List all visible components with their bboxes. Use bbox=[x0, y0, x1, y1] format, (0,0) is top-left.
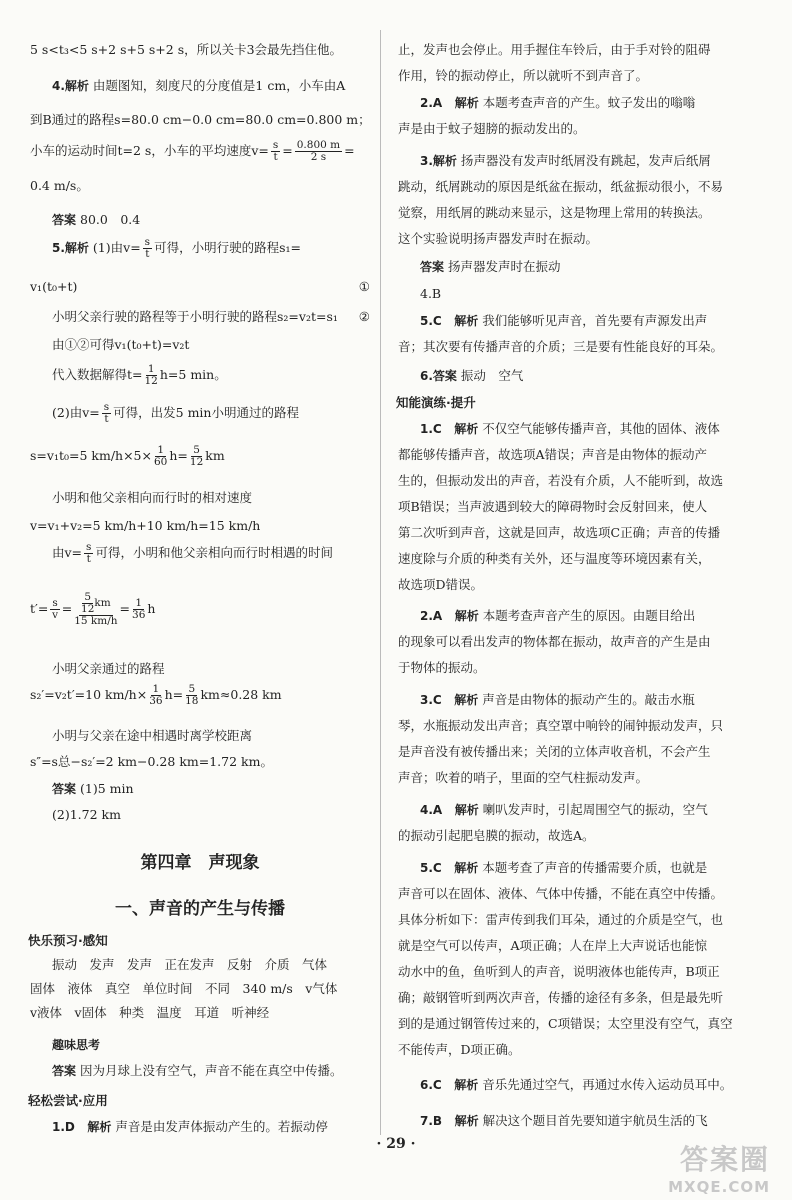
answer-label: 答案 bbox=[420, 260, 445, 274]
text-line: 都能够传播声音，故选项A错误；声音是由物体的振动产 bbox=[398, 447, 708, 462]
text-line: 觉察，用纸屑的跳动来显示，这是物理上常用的转换法。 bbox=[398, 205, 711, 220]
equation-marker: ① bbox=[358, 279, 370, 294]
fraction: $\frac{5}{18}$ bbox=[185, 683, 199, 708]
column-divider bbox=[380, 30, 381, 1135]
fraction: $\frac{1}{60}$ bbox=[154, 444, 168, 469]
analysis-label: 解析 bbox=[454, 861, 479, 875]
answer-label: 答案 bbox=[52, 782, 77, 796]
watermark-url: MXQE.COM bbox=[668, 1178, 770, 1196]
text-line: v液体 v固体 种类 温度 耳道 听神经 bbox=[30, 1005, 270, 1020]
answer-line: 6.答案 振动 空气 bbox=[420, 368, 524, 383]
text-line: (2)1.72 km bbox=[52, 807, 121, 822]
formula-line: 由v= $\frac{s}{t}$ 可得，小明和他父亲相向而行时相遇的时间 bbox=[52, 541, 333, 566]
text-line: 小明与父亲在途中相遇时离学校距离 bbox=[52, 728, 253, 743]
text-line: 项B错误；当声波遇到较大的障碍物时会反射回来，使人 bbox=[398, 499, 708, 514]
analysis-label: 解析 bbox=[64, 241, 89, 256]
solution-line: 5.C 解析 我们能够听见声音，首先要有声源发出声 bbox=[420, 313, 708, 328]
answer-label: 6.答案 bbox=[420, 369, 457, 383]
text-line: 到的是通过钢管传过来的，C项错误；太空里没有空气，真空 bbox=[398, 1016, 733, 1031]
text-line: 小明父亲通过的路程 bbox=[52, 661, 165, 676]
text-line: 这个实验说明扬声器发声时在振动。 bbox=[398, 231, 599, 246]
section-title: 一、声音的产生与传播 bbox=[115, 899, 285, 919]
answer-label: 答案 bbox=[52, 213, 77, 227]
text-line: 就是空气可以传声，A项正确；人在岸上大声说话也能惊 bbox=[398, 938, 708, 953]
solution-line: 3.解析 扬声器没有发声时纸屑没有跳起，发声后纸屑 bbox=[420, 153, 711, 168]
watermark-logo bbox=[668, 1138, 770, 1196]
section-heading: 快乐预习·感知 bbox=[28, 933, 108, 948]
solution-line: 3.C 解析 声音是由物体的振动产生的。敲击水瓶 bbox=[420, 692, 695, 707]
text-line: 小明父亲行驶的路程等于小明行驶的路程s₂=v₂t=s₁ ② bbox=[52, 309, 370, 324]
text-line: 声是由于蚊子翅膀的振动发出的。 bbox=[398, 121, 586, 136]
text-line: 固体 液体 真空 单位时间 不同 340 m/s v气体 bbox=[30, 981, 338, 996]
text-line: 由①②可得v₁(t₀+t)=v₂t bbox=[52, 337, 190, 352]
solution-line: 5.C 解析 本题考查了声音的传播需要介质，也就是 bbox=[420, 860, 708, 875]
analysis-label: 解析 bbox=[87, 1120, 112, 1134]
formula-line: s=v₁t₀=5 km/h×5× $\frac{1}{60}$ h= $\frac{5}{12}$ km bbox=[30, 444, 225, 469]
item-number: 4. bbox=[52, 79, 65, 93]
text-line: 跳动，纸屑跳动的原因是纸盆在振动，纸盆振动很小，不易 bbox=[398, 179, 724, 194]
text-line: 速度除与介质的种类有关外，还与温度等环境因素有关， bbox=[398, 551, 711, 566]
text-line: 不能传声，D项正确。 bbox=[398, 1042, 521, 1057]
text-line: 声音可以在固体、液体、气体中传播，不能在真空中传播。 bbox=[398, 886, 724, 901]
solution-line: 7.B 解析 解决这个题目首先要知道宇航员生活的飞 bbox=[420, 1113, 708, 1128]
analysis-label: 解析 bbox=[454, 1114, 479, 1128]
text: 由题图知，刻度尺的分度值是1 cm，小车由A bbox=[92, 78, 346, 93]
answer-line: 答案 80.0 0.4 bbox=[52, 212, 141, 227]
text-line: s″=s总−s₂′=2 km−0.28 km=1.72 km。 bbox=[30, 754, 273, 769]
text-line: 作用，铃的振动停止，所以就听不到声音了。 bbox=[398, 68, 649, 83]
solution-5: 5.解析 (1)由v= $\frac{s}{t}$ 可得，小明行驶的路程s₁= bbox=[52, 236, 301, 261]
solution-line: 1.C 解析 不仅空气能够传播声音，其他的固体、液体 bbox=[420, 421, 720, 436]
formula-line: 小车的运动时间t=2 s，小车的平均速度v= $\frac{s}{t}$ = $\frac{0.800 m}{2 s}$ = bbox=[30, 139, 355, 164]
text-line: 是声音没有被传播出来；关闭的立体声收音机，不会产生 bbox=[398, 744, 711, 759]
text-line: 到B通过的路程s=80.0 cm−0.0 cm=80.0 cm=0.800 m； bbox=[30, 112, 371, 127]
fraction: $\frac{s}{t}$ bbox=[86, 541, 92, 566]
text-line: 止，发声也会停止。用手握住车铃后，由于手对铃的阻碍 bbox=[398, 42, 711, 57]
solution-4 bbox=[52, 80, 345, 93]
fraction: $\frac{1}{12}$ bbox=[144, 363, 158, 388]
solution-line: 1.D 解析 声音是由发声体振动产生的。若振动停 bbox=[52, 1119, 328, 1134]
text-line: v₁(t₀+t) ① bbox=[30, 279, 370, 294]
text-line: 故选项D错误。 bbox=[398, 577, 484, 592]
fraction: $\frac{s}{v}$ bbox=[52, 597, 58, 622]
text-line: v=v₁+v₂=5 km/h+10 km/h=15 km/h bbox=[30, 518, 261, 533]
section-heading: 知能演练·提升 bbox=[396, 395, 476, 410]
text-line: 琴，水瓶振动发出声音；真空罩中响铃的闹钟振动发声，只 bbox=[398, 718, 724, 733]
compound-fraction: $\frac{5}{12}$ km 15 km/h bbox=[74, 591, 118, 628]
text-line: 4.B bbox=[420, 286, 442, 301]
answer-line: 答案 (1)5 min bbox=[52, 781, 134, 796]
text-line: 的现象可以看出发声的物体都在振动，故声音的产生是由 bbox=[398, 634, 711, 649]
chapter-title: 第四章 声现象 bbox=[140, 853, 260, 873]
fraction: $\frac{1}{36}$ bbox=[132, 597, 146, 622]
section-heading: 轻松尝试·应用 bbox=[28, 1093, 108, 1108]
answer-line: 答案 因为月球上没有空气，声音不能在真空中传播。 bbox=[52, 1063, 343, 1078]
subheading: 趣味思考 bbox=[52, 1038, 101, 1052]
formula-line: s₂′=v₂t′=10 km/h× $\frac{1}{36}$ h= $\frac{5}{18}$ km≈0.28 km bbox=[30, 683, 282, 708]
solution-line: 2.A 解析 本题考查声音产生的原因。由题目给出 bbox=[420, 608, 696, 623]
formula-line: (2)由v= $\frac{s}{t}$ 可得，出发5 min小明通过的路程 bbox=[52, 401, 299, 426]
analysis-label: 解析 bbox=[454, 314, 479, 328]
text-line: 5 s<t₃<5 s+2 s+5 s+2 s，所以关卡3会最先挡住他。 bbox=[30, 42, 343, 57]
page-number: · 29 · bbox=[376, 1136, 416, 1152]
answer-line: 答案 扬声器发声时在振动 bbox=[420, 259, 561, 274]
watermark-text: 答案圈 bbox=[679, 1143, 770, 1176]
solution-line: 6.C 解析 音乐先通过空气，再通过水传入运动员耳中。 bbox=[420, 1077, 733, 1092]
fraction: $\frac{5}{12}$ bbox=[189, 444, 204, 469]
text-line: 于物体的振动。 bbox=[398, 660, 486, 675]
analysis-label: 解析 bbox=[454, 1078, 479, 1092]
solution-line: 2.A 解析 本题考查声音的产生。蚊子发出的嗡嗡 bbox=[420, 95, 696, 110]
formula-line: 代入数据解得t= $\frac{1}{12}$ h=5 min。 bbox=[52, 363, 227, 388]
text-line: 0.4 m/s。 bbox=[30, 178, 89, 193]
fraction: $\frac{s}{t}$ bbox=[272, 139, 279, 164]
fraction: $\frac{s}{t}$ bbox=[144, 236, 151, 261]
text-line: 的振动引起肥皂膜的振动，故选A。 bbox=[398, 828, 595, 843]
solution-line: 4.A 解析 喇叭发声时，引起周围空气的振动，空气 bbox=[420, 802, 708, 817]
analysis-label: 解析 bbox=[432, 154, 457, 168]
analysis-label: 解析 bbox=[64, 79, 89, 93]
analysis-label: 解析 bbox=[454, 803, 479, 817]
text-line: 第二次听到声音，这就是回声，故选项C正确；声音的传播 bbox=[398, 525, 721, 540]
text-line: 音；其次要有传播声音的介质；三是要有性能良好的耳朵。 bbox=[398, 339, 724, 354]
text-line: 振动 发声 发声 正在发声 反射 介质 气体 bbox=[52, 957, 328, 972]
answer-label: 答案 bbox=[52, 1064, 77, 1078]
fraction: $\frac{s}{t}$ bbox=[103, 401, 110, 426]
text-line: 确；敲钢管听到两次声音，传播的途径有多条，但是最先听 bbox=[398, 990, 724, 1005]
equation-marker: ② bbox=[358, 309, 370, 324]
analysis-label: 解析 bbox=[454, 96, 479, 110]
fraction: $\frac{0.800 m}{2 s}$ bbox=[296, 139, 341, 164]
fraction: $\frac{1}{36}$ bbox=[149, 683, 163, 708]
text-line: 声音；吹着的哨子，里面的空气柱振动发声。 bbox=[398, 770, 649, 785]
text-line: 具体分析如下：雷声传到我们耳朵，通过的介质是空气，也 bbox=[398, 912, 724, 927]
formula-line: t′= $\frac{s}{v}$ = $\frac{5}{12}$ km 15 km/h = $\frac{1}{36}$ h bbox=[30, 591, 156, 628]
analysis-label: 解析 bbox=[454, 693, 479, 707]
analysis-label: 解析 bbox=[454, 422, 479, 436]
analysis-label: 解析 bbox=[454, 609, 479, 623]
text-line: 动水中的鱼，鱼听到人的声音，说明液体也能传声，B项正 bbox=[398, 964, 720, 979]
text-line: 小明和他父亲相向而行时的相对速度 bbox=[52, 490, 253, 505]
text-line: 生的，但振动发出的声音，若没有介质，人不能听到，故选 bbox=[398, 473, 724, 488]
